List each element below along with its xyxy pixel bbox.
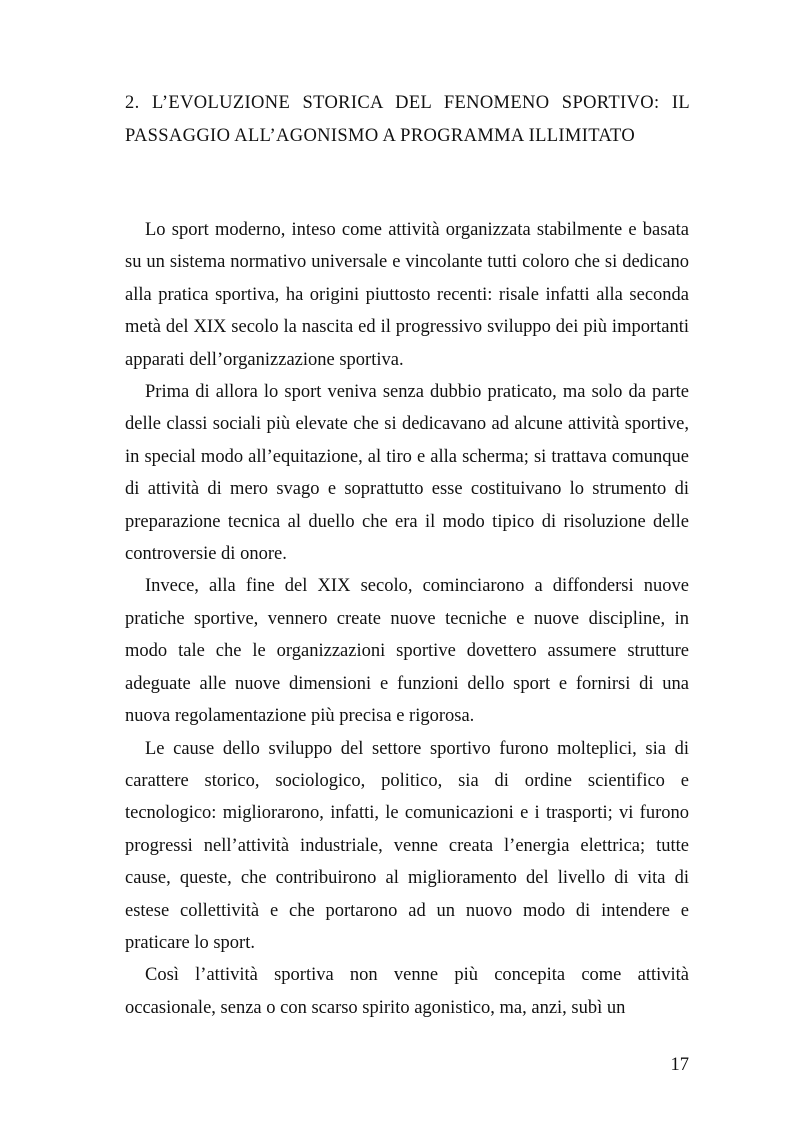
body-text xyxy=(125,214,689,1024)
paragraph-1: Lo sport moderno, inteso come attività organizzata stabilmente e basata su un sistema normativo universale e vincolante tutti coloro che si dedicano alla pratica sportiva, ha origini piuttosto recenti: risale infatti alla seconda metà del XIX secolo la nascita ed il progressivo sviluppo dei più importanti apparati dell’organizzazione sportiva. xyxy=(125,220,689,370)
section-heading-line-2: PASSAGGIO ALL’AGONISMO A PROGRAMMA ILLIMITATO xyxy=(125,126,636,146)
section-heading xyxy=(125,87,690,153)
page-number: 17 xyxy=(670,1055,689,1075)
paragraph-3: Invece, alla fine del XIX secolo, cominciarono a diffondersi nuove pratiche sportive, vennero create nuove tecniche e nuove discipline, in modo tale che le organizzazioni sportive dovettero assumere strutture adeguate alle nuove dimensioni e funzioni dello sport e fornirsi di una nuova regolamentazione più precisa e rigorosa. xyxy=(125,576,689,727)
paragraph-2: Prima di allora lo sport veniva senza dubbio praticato, ma solo da parte delle classi sociali più elevate che si dedicavano ad alcune attività sportive, in special modo all’equitazione, al tiro e alla scherma; si trattava comunque di attività di mero svago e soprattutto esse costituivano lo strumento di preparazione tecnica al duello che era il modo tipico di risoluzione delle controversie di onore. xyxy=(125,382,689,565)
paragraph-4: Le cause dello sviluppo del settore sportivo furono molteplici, sia di carattere storico, sociologico, politico, sia di ordine scientifico e tecnologico: migliorarono, infatti, le comunicazioni e i trasporti; vi furono progressi nell’attività industriale, venne creata l’energia elettrica; tutte cause, queste, che contribuirono al miglioramento del livello di vita di estese collettività e che portarono ad un nuovo modo di intendere e praticare lo sport. xyxy=(125,738,689,953)
section-heading-line-1: 2. L’EVOLUZIONE STORICA DEL FENOMENO SPORTIVO: IL xyxy=(125,93,690,113)
paragraph-5: Così l’attività sportiva non venne più concepita come attività occasionale, senza o con scarso spirito agonistico, ma, anzi, subì un xyxy=(125,965,689,1018)
